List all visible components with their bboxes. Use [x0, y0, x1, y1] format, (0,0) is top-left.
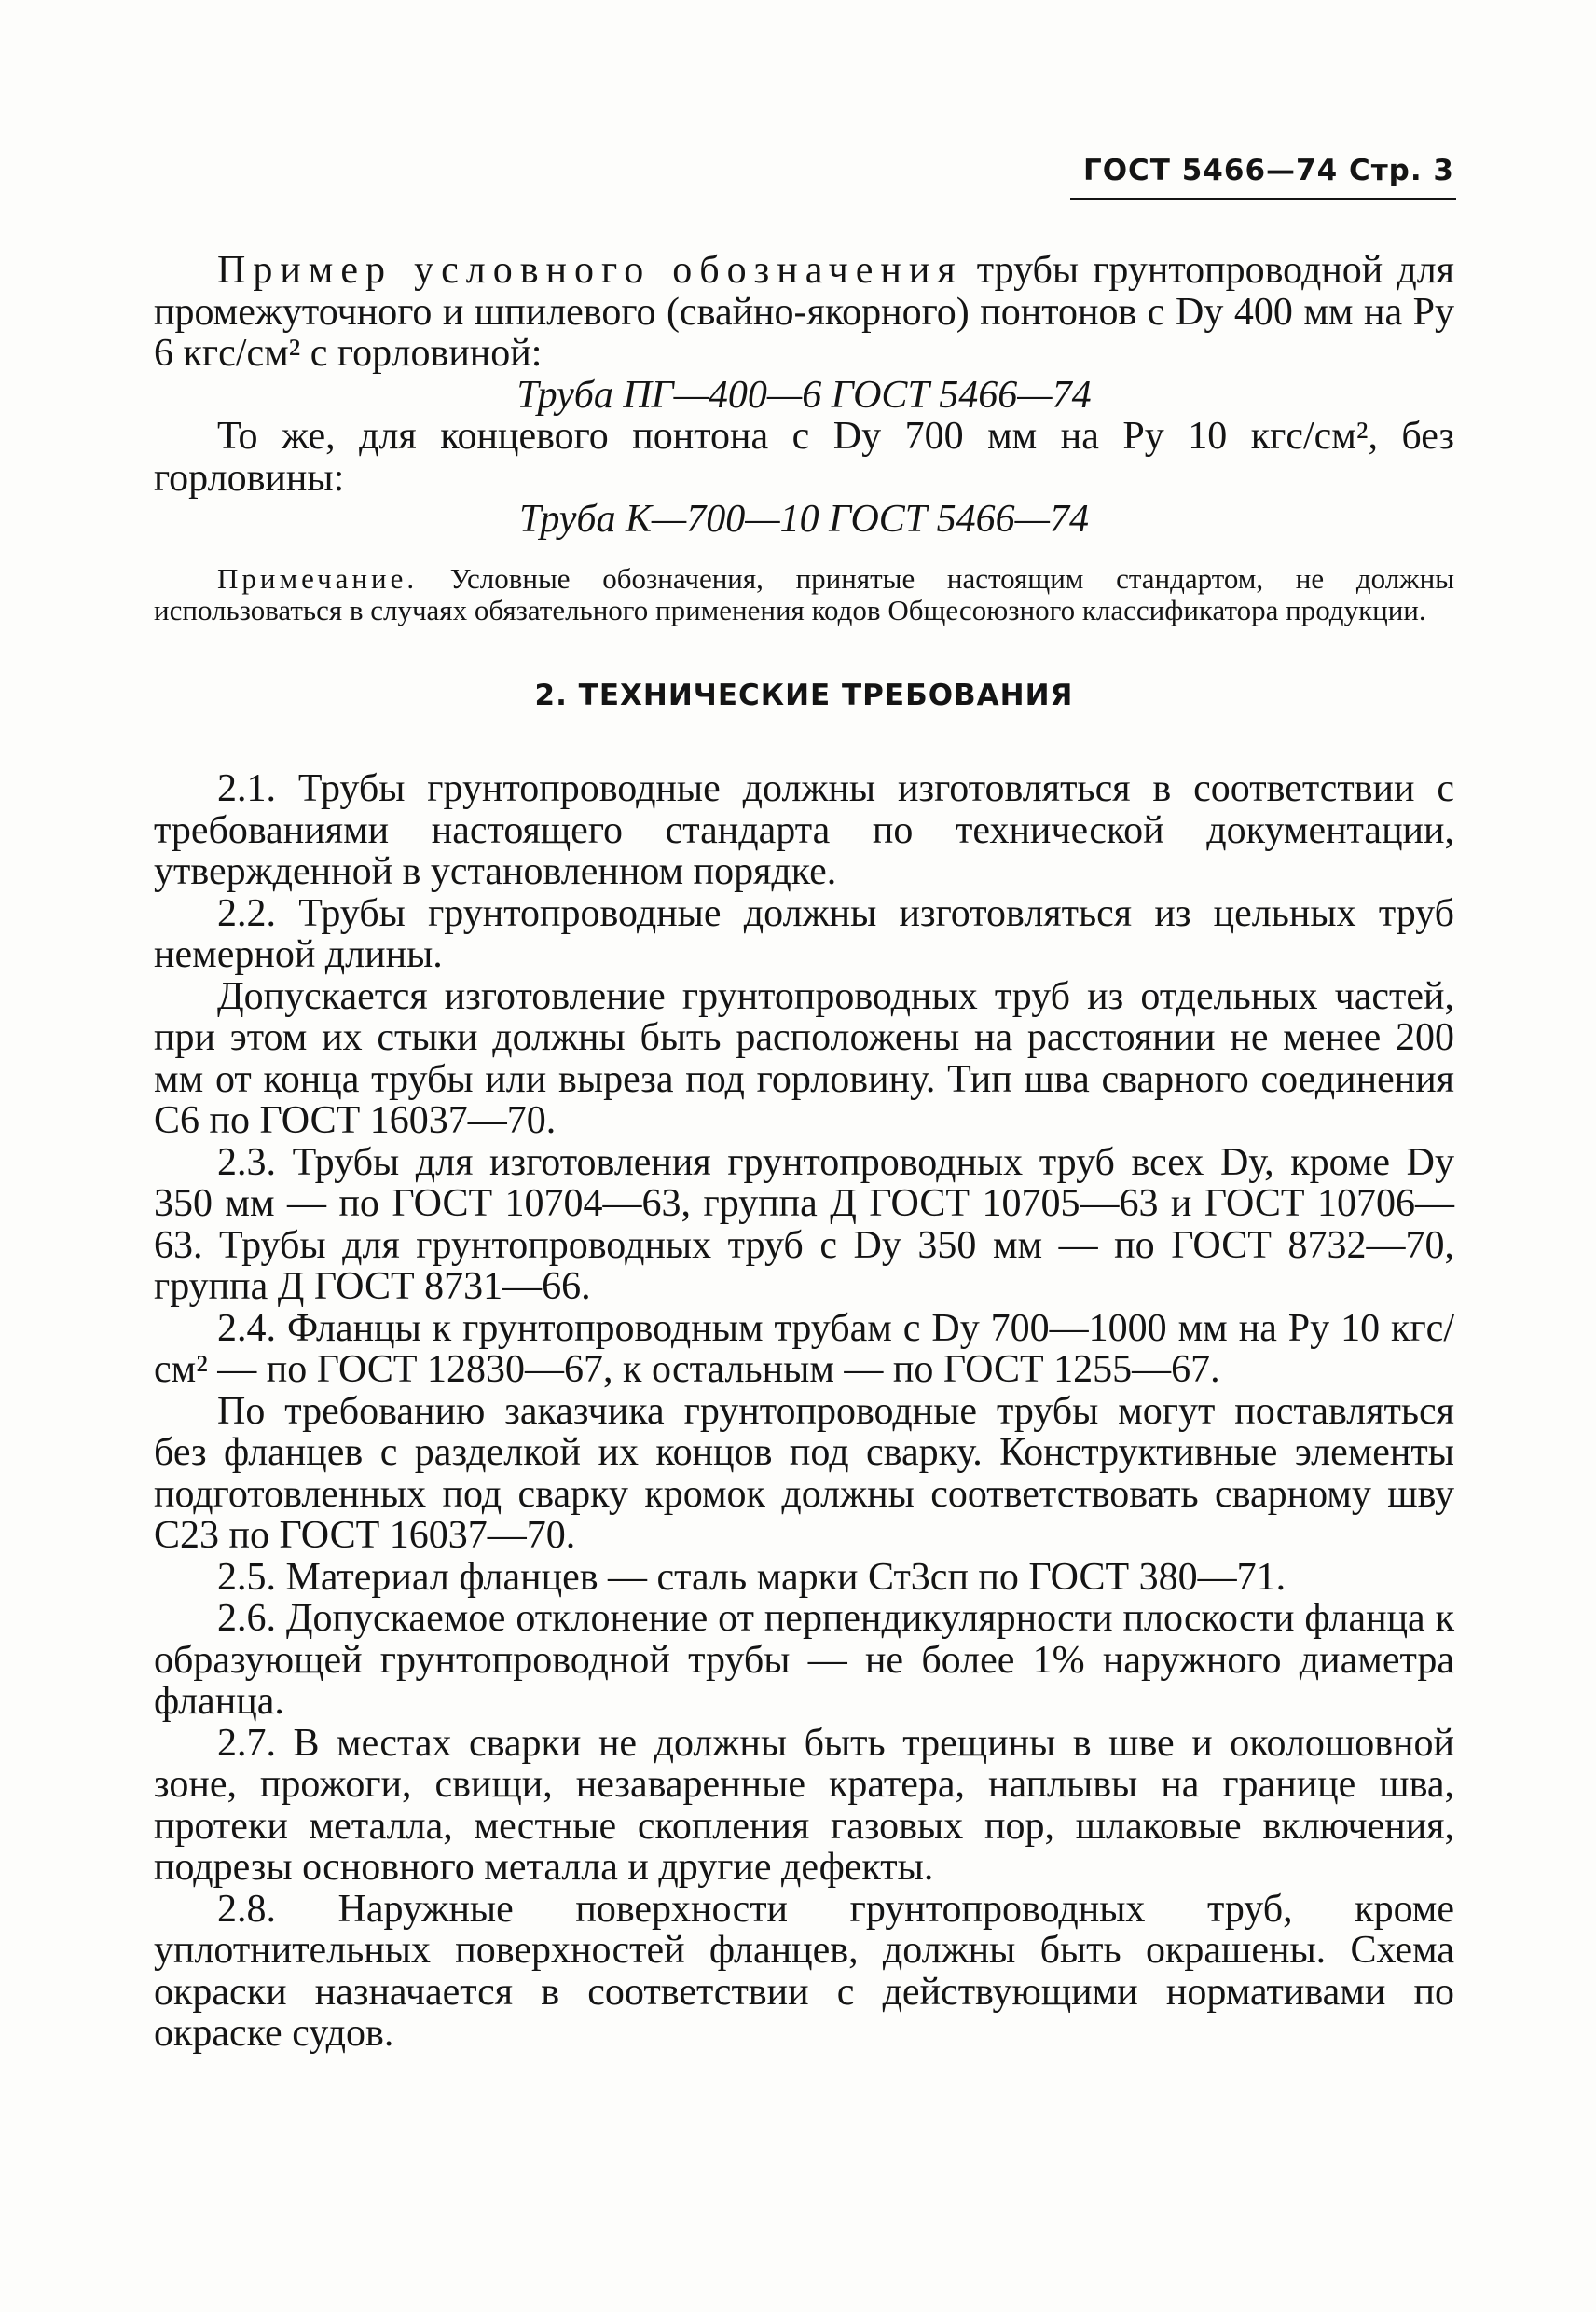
paragraph-2-6: 2.6. Допускаемое отклонение от перпендикулярности плоскости фланца к образующей грунтопроводной трубы — не более 1% наружного диаметра фланца.: [154, 1597, 1454, 1723]
paragraph-2-4: 2.4. Фланцы к грунтопроводным трубам с Dу 700—1000 мм на Pу 10 кгс/см² — по ГОСТ 12830—67, к остальным — по ГОСТ 1255—67.: [154, 1306, 1454, 1391]
paragraph-2-7: 2.7. В местах сварки не должны быть трещины в шве и околошовной зоне, прожоги, свищи, незаваренные кратера, наплывы на границе шва, протеки металла, местные скопления газовых пор, шлаковые включения, подрезы основного металла и другие дефекты.: [154, 1721, 1454, 1889]
same-paragraph: То же, для концевого понтона с Dу 700 мм на Pу 10 кгс/см², без горловины:: [154, 415, 1454, 500]
note-paragraph: [154, 563, 1454, 626]
note-text: Условные обозначения, принятые настоящим стандартом, не должны использоваться в случаях обязательного применения кодов Общесоюзного классификатора продукции.: [154, 561, 1454, 626]
page-header: [1072, 154, 1454, 187]
example-lead: Пример условного обозначения: [217, 249, 963, 292]
header-rule: [1070, 198, 1456, 200]
paragraph-2-8: 2.8. Наружные поверхности грунтопроводных труб, кроме уплотнительных поверхностей фланцев, должны быть окрашены. Схема окраски назначается в соответствии с действующими нормативами по окраске судов.: [154, 1887, 1454, 2055]
paragraph-2-2: 2.2. Трубы грунтопроводные должны изготовляться из цельных труб немерной длины.: [154, 891, 1454, 976]
example-text: трубы грунтопроводной для промежуточного и шпилевого (свайно-якорного) понтонов с Dу 400 мм на Pу 6 кгс/см² с горловиной:: [154, 249, 1455, 375]
header-page-label: Стр. 3: [1348, 154, 1454, 187]
paragraph-2-1: 2.1. Трубы грунтопроводные должны изготовляться в соответствии с требованиями настоящего стандарта по технической документации, утвержденной в установленном порядке.: [154, 767, 1454, 893]
note-label: Примечание.: [217, 561, 419, 595]
paragraph-2-5: 2.5. Материал фланцев — сталь марки Ст3сп по ГОСТ 380—71.: [217, 1555, 1286, 1599]
example-paragraph: [154, 250, 1454, 375]
paragraph-2-2-allowance: Допускается изготовление грунтопроводных труб из отдельных частей, при этом их стыки должны быть расположены на расстоянии не менее 200 мм от конца трубы или выреза под горловину. Тип шва сварного соединения С6 по ГОСТ 16037—70.: [154, 974, 1454, 1142]
header-doc-number: ГОСТ 5466—74: [1082, 154, 1339, 187]
section-heading: 2. ТЕХНИЧЕСКИЕ ТРЕБОВАНИЯ: [534, 678, 1074, 712]
designation-2: Труба К—700—10 ГОСТ 5466—74: [519, 498, 1089, 541]
paragraph-2-3: 2.3. Трубы для изготовления грунтопроводных труб всех Dу, кроме Dу 350 мм — по ГОСТ 10704—63, группа Д ГОСТ 10705—63 и ГОСТ 10706—63. Трубы для грунтопроводных труб с Dу 350 мм — по ГОСТ 8732—70, группа Д ГОСТ 8731—66.: [154, 1140, 1454, 1308]
designation-1: Труба ПГ—400—6 ГОСТ 5466—74: [516, 373, 1092, 417]
page-body: [154, 250, 1454, 2055]
paragraph-2-4-customer: По требованию заказчика грунтопроводные трубы могут поставляться без фланцев с разделкой их концов под сварку. Конструктивные элементы подготовленных под сварку кромок должны соответствовать сварному шву С23 по ГОСТ 16037—70.: [154, 1389, 1454, 1557]
